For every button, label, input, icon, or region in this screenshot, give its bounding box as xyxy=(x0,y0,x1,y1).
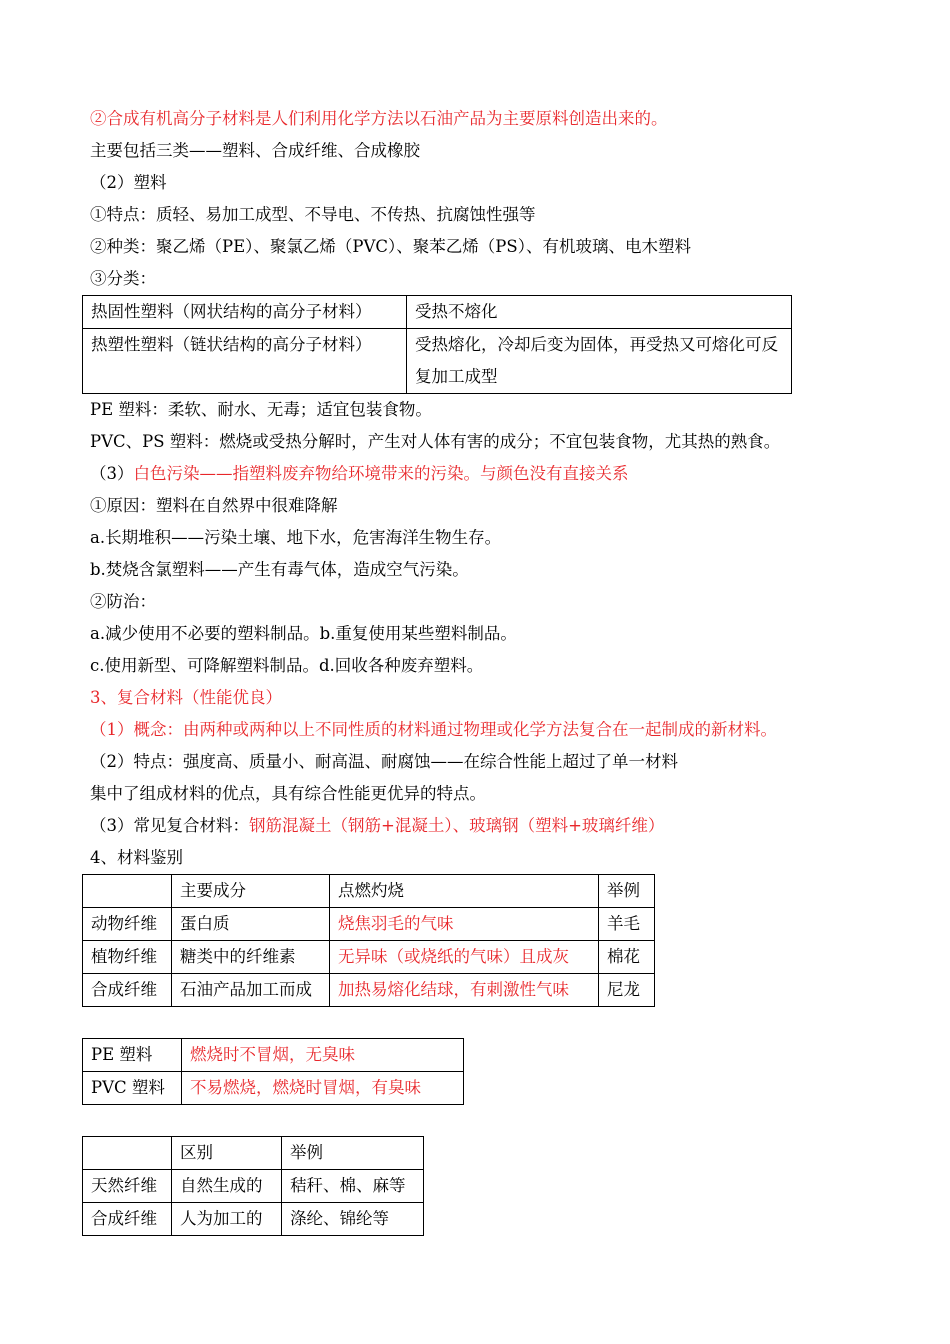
line-three-categories: 主要包括三类——塑料、合成纤维、合成橡胶 xyxy=(90,141,420,160)
table-cell: 合成纤维 xyxy=(83,1203,172,1236)
text-span: （2）特点：强度高、质量小、耐高温、耐腐蚀——在综合性能上超过了单一材料 xyxy=(90,752,678,771)
table-cell: 热塑性塑料（链状结构的高分子材料） xyxy=(83,329,407,394)
table-cell: 热固性塑料（网状结构的高分子材料） xyxy=(83,296,407,329)
line-plastic-types: ②种类：聚乙烯（PE）、聚氯乙烯（PVC）、聚苯乙烯（PS）、有机玻璃、电木塑料 xyxy=(90,237,691,256)
table-row xyxy=(83,908,655,941)
pe-pvc-table-wrap xyxy=(82,1038,920,1105)
heading-white-pollution xyxy=(90,458,920,490)
text-span-red: 钢筋混凝土（钢筋+混凝土）、玻璃钢（塑料+玻璃纤维） xyxy=(249,816,665,835)
table-cell: 受热不熔化 xyxy=(407,296,792,329)
line-composite-features-cont xyxy=(90,778,920,810)
table-header-cell: 主要成分 xyxy=(172,875,330,908)
table-cell: 加热易熔化结球，有刺激性气味 xyxy=(330,974,599,1007)
table-cell: 人为加工的 xyxy=(172,1203,282,1236)
table-header-row xyxy=(83,875,655,908)
table-row xyxy=(83,974,655,1007)
table-row xyxy=(83,329,792,394)
line-cause xyxy=(90,490,920,522)
table-header-cell: 举例 xyxy=(282,1137,424,1170)
heading-plastics: （2）塑料 xyxy=(90,173,167,192)
text-span: PE 塑料：柔软、耐水、无毒；适宜包装食物。 xyxy=(90,400,432,419)
table-cell: 无异味（或烧纸的气味）且成灰 xyxy=(330,941,599,974)
line-cause-a xyxy=(90,522,920,554)
table-row xyxy=(83,1170,424,1203)
text-span: a.减少使用不必要的塑料制品。b.重复使用某些塑料制品。 xyxy=(90,624,517,643)
table-cell: 燃烧时不冒烟，无臭味 xyxy=(182,1039,464,1072)
table-header-cell xyxy=(83,1137,172,1170)
line-composite-features xyxy=(90,746,920,778)
natural-synthetic-table xyxy=(82,1136,424,1236)
line-prevention xyxy=(90,586,920,618)
table-header-cell: 区别 xyxy=(172,1137,282,1170)
table-row xyxy=(83,1203,424,1236)
table-cell: 蛋白质 xyxy=(172,908,330,941)
document-page xyxy=(90,103,920,1236)
table-header-cell: 点燃灼烧 xyxy=(330,875,599,908)
text-span: ①原因：塑料在自然界中很难降解 xyxy=(90,496,338,515)
table-cell: 合成纤维 xyxy=(83,974,172,1007)
section-plastic-notes xyxy=(90,394,920,874)
fiber-identification-table-wrap xyxy=(82,874,920,1007)
text-span: 集中了组成材料的优点，具有综合性能更优异的特点。 xyxy=(90,784,486,803)
text-span: 4、材料鉴别 xyxy=(90,848,183,867)
pe-pvc-table xyxy=(82,1038,464,1105)
text-span: b.焚烧含氯塑料——产生有毒气体，造成空气污染。 xyxy=(90,560,469,579)
line-prevention-cd xyxy=(90,650,920,682)
table-cell: 不易燃烧，燃烧时冒烟，有臭味 xyxy=(182,1072,464,1105)
table-header-row xyxy=(83,1137,424,1170)
text-span-red: 白色污染——指塑料废弃物给环境带来的污染。与颜色没有直接关系 xyxy=(133,464,629,483)
natural-synthetic-table-wrap xyxy=(82,1136,920,1236)
plastic-classification-table xyxy=(82,295,792,394)
line-plastic-classification: ③分类： xyxy=(90,269,156,288)
table-cell: 烧焦羽毛的气味 xyxy=(330,908,599,941)
line-prevention-ab xyxy=(90,618,920,650)
line-pe-plastic xyxy=(90,394,920,426)
table-cell: 秸秆、棉、麻等 xyxy=(282,1170,424,1203)
text-span: a.长期堆积——污染土壤、地下水，危害海洋生物生存。 xyxy=(90,528,502,547)
text-span: c.使用新型、可降解塑料制品。d.回收各种废弃塑料。 xyxy=(90,656,484,675)
line-synthetic-definition: ②合成有机高分子材料是人们利用化学方法以石油产品为主要原料创造出来的。 xyxy=(90,109,668,128)
heading-material-identification xyxy=(90,842,920,874)
text-span-red: 3、复合材料（性能优良） xyxy=(90,688,282,707)
table-cell: 植物纤维 xyxy=(83,941,172,974)
text-span: （3） xyxy=(90,464,134,483)
table-cell: PE 塑料 xyxy=(83,1039,182,1072)
line-pvc-ps-plastic xyxy=(90,426,920,458)
table-cell: 尼龙 xyxy=(599,974,655,1007)
text-span: （3）常见复合材料： xyxy=(90,816,249,835)
table-cell: 糖类中的纤维素 xyxy=(172,941,330,974)
table-header-cell xyxy=(83,875,172,908)
table-row xyxy=(83,941,655,974)
table-row xyxy=(83,1072,464,1105)
plastic-classification-table-wrap xyxy=(82,295,920,394)
text-span: ②防治： xyxy=(90,592,156,611)
table-cell: 天然纤维 xyxy=(83,1170,172,1203)
table-cell: 涤纶、锦纶等 xyxy=(282,1203,424,1236)
table-row xyxy=(83,1039,464,1072)
table-cell: 石油产品加工而成 xyxy=(172,974,330,1007)
table-cell: 动物纤维 xyxy=(83,908,172,941)
text-span-red: （1）概念：由两种或两种以上不同性质的材料通过物理或化学方法复合在一起制成的新材料。 xyxy=(90,720,777,739)
section-synthetic-materials xyxy=(90,103,920,295)
fiber-identification-table xyxy=(82,874,655,1007)
table-cell: PVC 塑料 xyxy=(83,1072,182,1105)
line-composite-concept xyxy=(90,714,920,746)
table-header-cell: 举例 xyxy=(599,875,655,908)
table-cell: 受热熔化，冷却后变为固体，再受热又可熔化可反复加工成型 xyxy=(407,329,792,394)
heading-composite xyxy=(90,682,920,714)
table-cell: 羊毛 xyxy=(599,908,655,941)
table-cell: 自然生成的 xyxy=(172,1170,282,1203)
table-cell: 棉花 xyxy=(599,941,655,974)
line-cause-b xyxy=(90,554,920,586)
line-common-composites xyxy=(90,810,920,842)
table-row xyxy=(83,296,792,329)
line-plastic-features: ①特点：质轻、易加工成型、不导电、不传热、抗腐蚀性强等 xyxy=(90,205,536,224)
text-span: PVC、PS 塑料：燃烧或受热分解时，产生对人体有害的成分；不宜包装食物，尤其热的熟食。 xyxy=(90,432,781,451)
